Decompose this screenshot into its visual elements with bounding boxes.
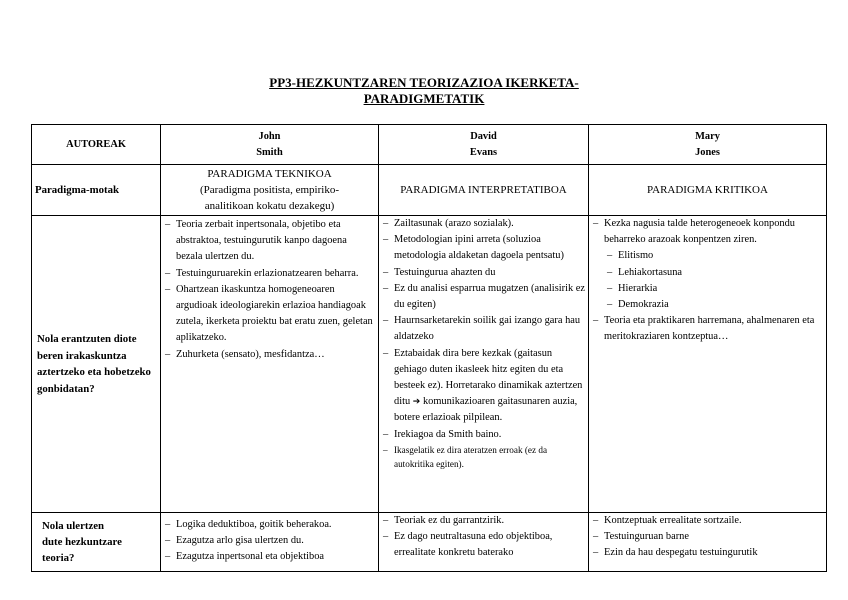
list-item: – Haurnsarketarekin soilik gai izango gara hau aldatzeko — [382, 313, 585, 345]
improve-col3-cell — [589, 216, 827, 513]
list-subitem: – Demokrazia — [606, 297, 823, 313]
list-item: – Teoria zerbait inpertsonala, objetibo eta abstraktoa, testuingurutik kanpo dagoena bezala ulertzen du. — [164, 217, 375, 266]
improve-col1-cell — [161, 216, 379, 513]
list-item: – Metodologian ipini arreta (soluzioa metodologia aldaketan dagoela pentsatu) — [382, 232, 585, 264]
paradigm-row — [32, 165, 827, 216]
list-item: – Ezagutza inpertsonal eta objektiboa — [164, 549, 375, 565]
list-item: – Logika deduktiboa, goitik beherakoa. — [164, 517, 375, 533]
header-col3-last: Jones — [695, 147, 720, 158]
theory-col3-cell — [589, 513, 827, 572]
paradigm-row-label: Paradigma-motak — [32, 165, 161, 216]
list-item-text: Eztabaidak dira bere kezkak (gaitasun gehiago duten ikasleek hitz egiten du eta besteek ez). Horretarako dinamikak aztertzen ditu — [394, 347, 583, 408]
list-item: – Kontzeptuak errealitate sortzaile. — [592, 513, 823, 529]
header-label: AUTOREAK — [66, 139, 126, 150]
list-item: – Ez dago neutraltasuna edo objektiboa, errealitate konkretu baterako — [382, 529, 585, 561]
list-item: – Teoriak ez du garrantzirik. — [382, 513, 585, 529]
list-item: – Irekiagoa da Smith baino. — [382, 427, 585, 443]
theory-col2-list — [382, 513, 585, 562]
list-item: – Ikasgelatik ez dira ateratzen erroak (ez da autokritika egiten). — [382, 443, 585, 471]
header-col3-first: Mary — [695, 131, 720, 142]
header-col1-first: John — [258, 131, 281, 142]
improve-col1-list — [164, 217, 375, 363]
list-item: – Ohartzean ikaskuntza homogeneoaren argudioak ideologiarekin erlazioa handiagoak zutela, ikerketa proiektu bat eratu zuen, geletan aplikatzeko. — [164, 282, 375, 347]
paradigm-col3-cell: PARADIGMA KRITIKOA — [589, 165, 827, 216]
list-subitem: – Lehiakortasuna — [606, 265, 823, 281]
document-title — [0, 75, 848, 107]
right-arrow-icon: ➔ — [412, 397, 421, 408]
list-item: – Zailtasunak (arazo sozialak). — [382, 216, 585, 232]
theory-label-line2: dute hezkuntzare — [42, 536, 122, 548]
paradigm-col1-cell — [161, 165, 379, 216]
list-item: – Ezin da hau despegatu testuingurutik — [592, 545, 823, 561]
list-item: – Ezagutza arlo gisa ulertzen du. — [164, 533, 375, 549]
list-item: – Teoria eta praktikaren harremana, ahalmenaren eta meritokraziaren kontzeptua… — [592, 313, 823, 345]
header-col2-last: Evans — [469, 147, 498, 158]
header-col2-first: David — [470, 131, 497, 142]
header-col1-cell — [161, 125, 379, 165]
paradigm-col2-cell: PARADIGMA INTERPRETATIBOA — [379, 165, 589, 216]
list-item — [382, 346, 585, 427]
list-item: – Kezka nagusia talde heterogeneoek konpondu beharreko arazoak konpentzen ziren. — [592, 216, 823, 248]
paradigm-col1-sub1: (Paradigma positista, empiriko- — [200, 184, 339, 196]
list-item: – Testuingurua ahazten du — [382, 265, 585, 281]
theory-col1-list — [164, 517, 375, 566]
list-item: – Zuhurketa (sensato), mesfidantza… — [164, 347, 375, 363]
header-row — [32, 125, 827, 165]
theory-row-label — [32, 513, 161, 572]
theory-label-line3: teoria? — [42, 552, 75, 564]
header-label-cell — [32, 125, 161, 165]
improve-col2-cell — [379, 216, 589, 513]
header-col2-cell — [379, 125, 589, 165]
title-line-1: PP3-HEZKUNTZAREN TEORIZAZIOA IKERKETA- — [269, 75, 579, 90]
theory-row — [32, 513, 827, 572]
theory-col2-cell — [379, 513, 589, 572]
theory-col1-cell — [161, 513, 379, 572]
theory-col3-list — [592, 513, 823, 562]
header-col1-last: Smith — [256, 147, 283, 158]
header-col3-cell — [589, 125, 827, 165]
comparison-table — [31, 124, 827, 572]
improve-row-label: Nola erantzuten diote beren irakaskuntza aztertzeko eta hobetzeko gonbidatan? — [32, 216, 161, 513]
list-subitem: – Elitismo — [606, 248, 823, 264]
list-item: – Testuinguruan barne — [592, 529, 823, 545]
list-item: – Testuinguruarekin erlazionatzearen beharra. — [164, 266, 375, 282]
paradigm-col1-title: PARADIGMA TEKNIKOA — [207, 168, 332, 180]
list-item: – Ez du analisi esparrua mugatzen (analisirik ez du egiten) — [382, 281, 585, 313]
list-subitem: – Hierarkia — [606, 281, 823, 297]
list-item-arrow-tail: komunikazioaren gaitasunaren auzia, botere erlazioak pilpilean. — [394, 396, 578, 424]
improve-col3-list — [592, 216, 823, 346]
theory-label-line1: Nola ulertzen — [42, 520, 105, 532]
paradigm-col1-sub2: analitikoan kokatu dezakegu) — [204, 200, 335, 212]
improve-col2-list — [382, 216, 585, 471]
title-line-2: PARADIGMETATIK — [363, 91, 485, 106]
improve-row — [32, 216, 827, 513]
